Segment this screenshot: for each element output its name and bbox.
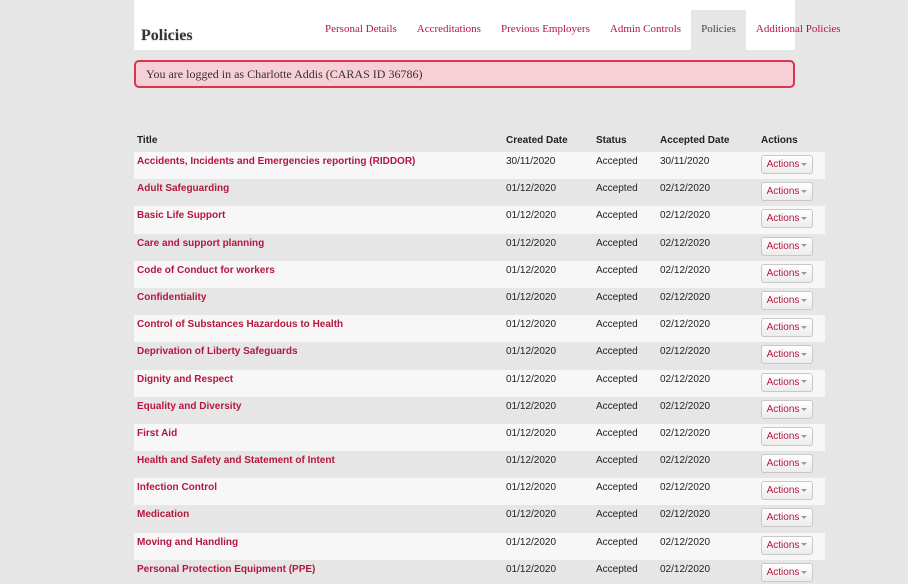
table-row xyxy=(134,342,825,369)
caret-down-icon xyxy=(801,190,807,193)
accepted-date: 02/12/2020 xyxy=(660,509,711,521)
caret-down-icon xyxy=(801,217,807,220)
policy-title-cell xyxy=(134,179,503,206)
accepted-date: 30/11/2020 xyxy=(660,156,710,167)
actions-dropdown-button[interactable] xyxy=(761,400,813,419)
caret-down-icon xyxy=(801,353,807,356)
caret-down-icon xyxy=(801,163,807,166)
table-row xyxy=(134,451,825,478)
status-cell xyxy=(593,179,657,206)
table-row xyxy=(134,397,825,424)
status-text: Accepted xyxy=(596,482,638,494)
actions-button-label: Actions xyxy=(766,186,800,198)
created-date: 30/11/2020 xyxy=(506,156,556,167)
policy-title-link[interactable]: Control of Substances Hazardous to Health xyxy=(137,319,344,331)
actions-dropdown-button[interactable] xyxy=(761,155,813,174)
created-date-cell xyxy=(503,342,593,369)
caret-down-icon xyxy=(801,571,807,574)
tab-policies[interactable]: Policies xyxy=(691,10,746,50)
created-date: 01/12/2020 xyxy=(506,455,557,467)
policy-title-cell xyxy=(134,478,503,505)
accepted-date-cell xyxy=(657,560,758,584)
policy-title-cell xyxy=(134,152,503,179)
policy-title-cell xyxy=(134,288,503,315)
status-cell xyxy=(593,478,657,505)
policy-title-cell xyxy=(134,451,503,478)
policies-table xyxy=(134,128,825,584)
status-text: Accepted xyxy=(596,210,638,222)
created-date-cell xyxy=(503,533,593,560)
caret-down-icon xyxy=(801,380,807,383)
accepted-date: 02/12/2020 xyxy=(660,427,711,439)
created-date: 01/12/2020 xyxy=(506,183,557,195)
created-date-cell xyxy=(503,234,593,261)
column-header-title: Title xyxy=(137,134,158,146)
tab-personal-details[interactable]: Personal Details xyxy=(325,23,397,35)
policy-title-cell xyxy=(134,505,503,532)
page-title: Policies xyxy=(141,27,193,44)
caret-down-icon xyxy=(801,516,807,519)
policy-title-cell xyxy=(134,370,503,397)
accepted-date-cell xyxy=(657,288,758,315)
actions-dropdown-button[interactable] xyxy=(761,454,813,473)
table-row xyxy=(134,533,825,560)
login-alert: You are logged in as Charlotte Addis (CARAS ID 36786) xyxy=(134,60,795,88)
actions-dropdown-button[interactable] xyxy=(761,536,813,555)
policy-title-link[interactable]: Medication xyxy=(137,509,190,521)
accepted-date: 02/12/2020 xyxy=(660,210,711,222)
accepted-date-cell xyxy=(657,152,758,179)
table-row xyxy=(134,478,825,505)
actions-button-label: Actions xyxy=(766,294,800,306)
caret-down-icon xyxy=(801,299,807,302)
status-text: Accepted xyxy=(596,373,638,385)
policy-title-link[interactable]: Care and support planning xyxy=(137,237,265,249)
policy-title-cell xyxy=(134,261,503,288)
status-cell xyxy=(593,397,657,424)
policy-title-cell xyxy=(134,342,503,369)
tab-accreditations[interactable]: Accreditations xyxy=(416,23,481,35)
status-cell xyxy=(593,261,657,288)
actions-cell xyxy=(758,533,825,560)
created-date-cell xyxy=(503,152,593,179)
created-date-cell xyxy=(503,315,593,342)
policy-title-link[interactable]: Deprivation of Liberty Safeguards xyxy=(137,346,298,358)
accepted-date-cell xyxy=(657,206,758,233)
status-cell xyxy=(593,451,657,478)
table-row xyxy=(134,505,825,532)
table-row xyxy=(134,152,825,179)
created-date: 01/12/2020 xyxy=(506,563,557,575)
accepted-date: 02/12/2020 xyxy=(660,264,711,276)
table-row xyxy=(134,261,825,288)
accepted-date-cell xyxy=(657,478,758,505)
table-row xyxy=(134,424,825,451)
actions-dropdown-button[interactable] xyxy=(761,373,813,392)
actions-button-label: Actions xyxy=(766,349,800,361)
created-date-cell xyxy=(503,261,593,288)
actions-dropdown-button[interactable] xyxy=(761,318,813,337)
created-date: 01/12/2020 xyxy=(506,536,557,548)
table-body xyxy=(134,152,825,584)
caret-down-icon xyxy=(801,408,807,411)
actions-cell xyxy=(758,288,825,315)
status-cell xyxy=(593,505,657,532)
actions-cell xyxy=(758,261,825,288)
policy-title-cell xyxy=(134,533,503,560)
actions-cell xyxy=(758,505,825,532)
accepted-date-cell xyxy=(657,533,758,560)
table-row xyxy=(134,179,825,206)
created-date: 01/12/2020 xyxy=(506,373,557,385)
status-cell xyxy=(593,152,657,179)
created-date-cell xyxy=(503,179,593,206)
actions-button-label: Actions xyxy=(766,159,800,170)
policy-title-link[interactable]: First Aid xyxy=(137,427,178,439)
table-row xyxy=(134,234,825,261)
actions-button-label: Actions xyxy=(766,539,800,551)
actions-button-label: Actions xyxy=(766,403,800,415)
actions-button-label: Actions xyxy=(766,322,800,334)
column-header-actions: Actions xyxy=(761,134,798,146)
accepted-date-cell xyxy=(657,424,758,451)
created-date: 01/12/2020 xyxy=(506,400,557,412)
policy-title-cell xyxy=(134,424,503,451)
caret-down-icon xyxy=(801,272,807,275)
actions-button-label: Actions xyxy=(766,485,800,497)
status-cell xyxy=(593,288,657,315)
status-cell xyxy=(593,370,657,397)
actions-dropdown-button[interactable] xyxy=(761,264,813,283)
policy-title-cell xyxy=(134,397,503,424)
table-row xyxy=(134,288,825,315)
status-text: Accepted xyxy=(596,291,638,303)
policy-title-link[interactable]: Health and Safety and Statement of Intent xyxy=(137,455,335,467)
status-text: Accepted xyxy=(596,183,638,195)
actions-dropdown-button[interactable] xyxy=(761,237,813,256)
status-cell xyxy=(593,315,657,342)
created-date-cell xyxy=(503,206,593,233)
column-header-status: Status xyxy=(596,134,627,146)
caret-down-icon xyxy=(801,489,807,492)
status-cell xyxy=(593,560,657,584)
status-cell xyxy=(593,206,657,233)
accepted-date: 02/12/2020 xyxy=(660,400,711,412)
actions-button-label: Actions xyxy=(766,376,800,388)
status-cell xyxy=(593,533,657,560)
policy-title-link[interactable]: Equality and Diversity xyxy=(137,400,242,412)
policy-title-link[interactable]: Dignity and Respect xyxy=(137,373,234,385)
actions-cell xyxy=(758,179,825,206)
policy-title-cell xyxy=(134,234,503,261)
actions-dropdown-button[interactable] xyxy=(761,427,813,446)
actions-button-label: Actions xyxy=(766,240,800,252)
accepted-date-cell xyxy=(657,234,758,261)
actions-dropdown-button[interactable] xyxy=(761,209,813,228)
created-date-cell xyxy=(503,288,593,315)
actions-dropdown-button[interactable] xyxy=(761,563,813,582)
actions-dropdown-button[interactable] xyxy=(761,182,813,201)
status-text: Accepted xyxy=(596,563,638,575)
created-date: 01/12/2020 xyxy=(506,346,557,358)
accepted-date: 02/12/2020 xyxy=(660,346,711,358)
actions-cell xyxy=(758,451,825,478)
created-date: 01/12/2020 xyxy=(506,264,557,276)
tab-previous-employers[interactable]: Previous Employers xyxy=(500,23,590,35)
actions-cell xyxy=(758,397,825,424)
policy-title-link[interactable]: Confidentiality xyxy=(137,291,207,303)
created-date-cell xyxy=(503,451,593,478)
policy-title-link[interactable]: Code of Conduct for workers xyxy=(137,264,275,276)
policy-title-cell xyxy=(134,315,503,342)
created-date: 01/12/2020 xyxy=(506,482,557,494)
nav-tabs xyxy=(315,10,851,50)
accepted-date: 02/12/2020 xyxy=(660,319,711,331)
created-date: 01/12/2020 xyxy=(506,509,557,521)
actions-button-label: Actions xyxy=(766,458,800,470)
table-row xyxy=(134,315,825,342)
status-text: Accepted xyxy=(596,237,638,249)
accepted-date: 02/12/2020 xyxy=(660,291,711,303)
actions-cell xyxy=(758,206,825,233)
column-header-created-date: Created Date xyxy=(506,134,568,146)
accepted-date: 02/12/2020 xyxy=(660,183,711,195)
created-date: 01/12/2020 xyxy=(506,291,557,303)
policy-title-link[interactable]: Infection Control xyxy=(137,482,217,494)
caret-down-icon xyxy=(801,462,807,465)
created-date-cell xyxy=(503,478,593,505)
status-text: Accepted xyxy=(596,427,638,439)
status-cell xyxy=(593,424,657,451)
status-text: Accepted xyxy=(596,509,638,521)
accepted-date: 02/12/2020 xyxy=(660,373,711,385)
status-text: Accepted xyxy=(596,346,638,358)
created-date-cell xyxy=(503,370,593,397)
actions-cell xyxy=(758,234,825,261)
created-date: 01/12/2020 xyxy=(506,237,557,249)
header-bar xyxy=(134,0,841,50)
table-row xyxy=(134,206,825,233)
policy-title-link[interactable]: Personal Protection Equipment (PPE) xyxy=(137,563,316,575)
accepted-date-cell xyxy=(657,370,758,397)
status-text: Accepted xyxy=(596,536,638,548)
created-date-cell xyxy=(503,424,593,451)
actions-dropdown-button[interactable] xyxy=(761,508,813,527)
caret-down-icon xyxy=(801,543,807,546)
table-row xyxy=(134,370,825,397)
accepted-date: 02/12/2020 xyxy=(660,237,711,249)
policy-title-link[interactable]: Basic Life Support xyxy=(137,210,226,222)
policy-title-cell xyxy=(134,206,503,233)
created-date-cell xyxy=(503,560,593,584)
accepted-date-cell xyxy=(657,179,758,206)
actions-button-label: Actions xyxy=(766,213,800,225)
actions-cell xyxy=(758,424,825,451)
tab-additional-policies[interactable]: Additional Policies xyxy=(755,23,841,35)
actions-dropdown-button[interactable] xyxy=(761,345,813,364)
status-text: Accepted xyxy=(596,156,638,167)
accepted-date-cell xyxy=(657,505,758,532)
actions-button-label: Actions xyxy=(766,512,800,524)
accepted-date: 02/12/2020 xyxy=(660,455,711,467)
status-text: Accepted xyxy=(596,264,638,276)
created-date-cell xyxy=(503,505,593,532)
column-header-accepted-date: Accepted Date xyxy=(660,134,730,146)
table-row xyxy=(134,560,825,584)
actions-button-label: Actions xyxy=(766,430,800,442)
accepted-date-cell xyxy=(657,397,758,424)
actions-cell xyxy=(758,152,825,179)
policy-title-cell xyxy=(134,560,503,584)
created-date: 01/12/2020 xyxy=(506,210,557,222)
actions-cell xyxy=(758,315,825,342)
actions-button-label: Actions xyxy=(766,267,800,279)
accepted-date-cell xyxy=(657,261,758,288)
caret-down-icon xyxy=(801,435,807,438)
accepted-date-cell xyxy=(657,451,758,478)
caret-down-icon xyxy=(801,244,807,247)
policy-title-link[interactable]: Accidents, Incidents and Emergencies reporting (RIDDOR) xyxy=(137,156,416,167)
tab-admin-controls[interactable]: Admin Controls xyxy=(609,23,682,35)
accepted-date-cell xyxy=(657,315,758,342)
actions-cell xyxy=(758,478,825,505)
actions-cell xyxy=(758,370,825,397)
status-text: Accepted xyxy=(596,400,638,412)
accepted-date: 02/12/2020 xyxy=(660,482,711,494)
status-text: Accepted xyxy=(596,455,638,467)
status-cell xyxy=(593,234,657,261)
status-cell xyxy=(593,342,657,369)
actions-cell xyxy=(758,560,825,584)
created-date: 01/12/2020 xyxy=(506,427,557,439)
created-date: 01/12/2020 xyxy=(506,319,557,331)
accepted-date: 02/12/2020 xyxy=(660,536,711,548)
caret-down-icon xyxy=(801,326,807,329)
accepted-date-cell xyxy=(657,342,758,369)
policy-title-link[interactable]: Adult Safeguarding xyxy=(137,183,230,195)
table-header-row xyxy=(134,128,825,152)
accepted-date: 02/12/2020 xyxy=(660,563,711,575)
policy-title-link[interactable]: Moving and Handling xyxy=(137,536,239,548)
actions-dropdown-button[interactable] xyxy=(761,481,813,500)
actions-cell xyxy=(758,342,825,369)
actions-dropdown-button[interactable] xyxy=(761,291,813,310)
created-date-cell xyxy=(503,397,593,424)
status-text: Accepted xyxy=(596,319,638,331)
actions-button-label: Actions xyxy=(766,566,800,578)
